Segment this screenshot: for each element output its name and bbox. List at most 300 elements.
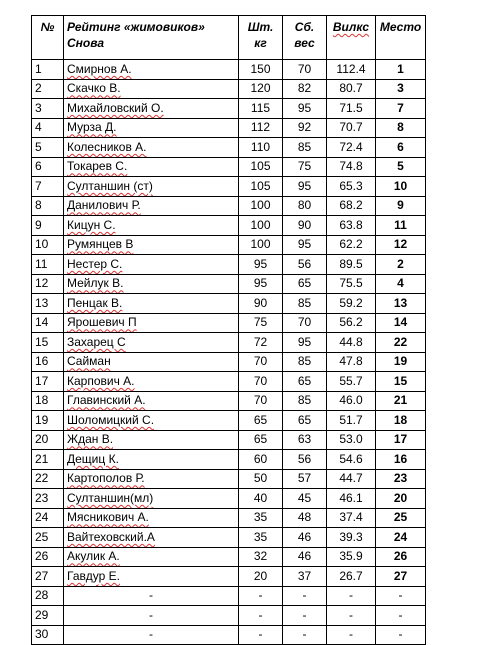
row-number-text: 4	[35, 120, 42, 135]
athlete-name-text: -	[149, 607, 153, 622]
place-text: 4	[397, 276, 404, 291]
bodyweight-text: 57	[297, 471, 312, 486]
bodyweight-text: -	[302, 607, 307, 622]
place-cell	[376, 489, 426, 509]
place-cell	[376, 118, 426, 138]
lift-weight-cell	[239, 118, 283, 138]
place-text: 25	[393, 510, 408, 525]
lift-weight-text: 70	[253, 373, 268, 388]
bodyweight-text: 48	[297, 510, 312, 525]
wilks-cell	[327, 547, 376, 567]
lift-weight-cell	[239, 586, 283, 606]
wilks-cell	[327, 294, 376, 314]
wilks-cell	[327, 528, 376, 548]
row-number-text: 19	[35, 412, 49, 427]
table-row	[32, 255, 426, 275]
header-weight	[239, 16, 283, 60]
athlete-name-cell	[64, 391, 239, 411]
place-text: 21	[393, 393, 408, 408]
lift-weight-cell	[239, 60, 283, 80]
bodyweight-cell	[283, 313, 327, 333]
place-cell	[376, 391, 426, 411]
wilks-text: 44.8	[339, 334, 363, 349]
bodyweight-cell	[283, 235, 327, 255]
table-row	[32, 489, 426, 509]
lift-weight-cell	[239, 528, 283, 548]
bodyweight-cell	[283, 255, 327, 275]
table-row	[32, 411, 426, 431]
bodyweight-text: 75	[297, 159, 312, 174]
header-number-label: №	[40, 20, 55, 34]
athlete-name-cell	[64, 547, 239, 567]
row-number-text: 15	[35, 334, 49, 349]
wilks-cell	[327, 313, 376, 333]
wilks-cell	[327, 333, 376, 353]
lift-weight-cell	[239, 157, 283, 177]
place-cell	[376, 606, 426, 626]
bodyweight-cell	[283, 489, 327, 509]
athlete-name-cell	[64, 118, 239, 138]
athlete-name-cell	[64, 196, 239, 216]
bodyweight-cell	[283, 411, 327, 431]
place-cell	[376, 586, 426, 606]
row-number-text: 23	[35, 490, 49, 505]
header-weight-line1: Шт.	[247, 20, 274, 34]
lift-weight-cell	[239, 469, 283, 489]
place-text: 19	[393, 354, 408, 369]
lift-weight-cell	[239, 177, 283, 197]
wilks-cell	[327, 606, 376, 626]
bodyweight-text: 70	[297, 61, 312, 76]
row-number-text: 1	[35, 61, 42, 76]
lift-weight-text: 65	[253, 412, 268, 427]
wilks-text: 72.4	[339, 139, 363, 154]
lift-weight-text: 115	[250, 100, 271, 115]
lift-weight-text: -	[258, 607, 263, 622]
place-cell	[376, 547, 426, 567]
table-row	[32, 157, 426, 177]
wilks-text: 37.4	[339, 510, 363, 525]
wilks-cell	[327, 430, 376, 450]
lift-weight-text: 32	[253, 549, 268, 564]
wilks-text: 68.2	[339, 198, 363, 213]
athlete-name-text: Румянцев В	[67, 237, 134, 252]
lift-weight-text: 70	[253, 354, 268, 369]
lift-weight-cell	[239, 352, 283, 372]
header-wilks	[327, 16, 376, 60]
lift-weight-cell	[239, 430, 283, 450]
bodyweight-text: 70	[297, 315, 312, 330]
place-text: 27	[393, 568, 408, 583]
athlete-name-cell	[64, 60, 239, 80]
header-bodyweight	[283, 16, 327, 60]
athlete-name-text: Колесников А.	[67, 139, 147, 154]
header-title-line2: Снова	[67, 36, 105, 50]
bodyweight-cell	[283, 177, 327, 197]
bodyweight-text: 95	[297, 237, 312, 252]
table-row	[32, 216, 426, 236]
place-cell	[376, 411, 426, 431]
bodyweight-cell	[283, 372, 327, 392]
wilks-cell	[327, 177, 376, 197]
header-wilks-label: Вилкс	[332, 20, 370, 34]
row-number-cell	[32, 255, 64, 275]
row-number-cell	[32, 469, 64, 489]
lift-weight-cell	[239, 79, 283, 99]
wilks-cell	[327, 99, 376, 119]
bodyweight-text: 85	[297, 295, 312, 310]
place-cell	[376, 528, 426, 548]
bodyweight-text: 85	[297, 393, 312, 408]
place-text: 18	[393, 412, 408, 427]
row-number-cell	[32, 60, 64, 80]
wilks-text: 89.5	[339, 256, 363, 271]
athlete-name-text: Гавдур Е.	[67, 568, 120, 583]
wilks-cell	[327, 216, 376, 236]
lift-weight-cell	[239, 255, 283, 275]
row-number-text: 3	[35, 100, 42, 115]
lift-weight-cell	[239, 99, 283, 119]
place-cell	[376, 313, 426, 333]
wilks-text: -	[349, 607, 353, 622]
place-cell	[376, 138, 426, 158]
bodyweight-text: 65	[297, 412, 312, 427]
bodyweight-text: 65	[297, 373, 312, 388]
wilks-text: 63.8	[339, 217, 363, 232]
athlete-name-cell	[64, 352, 239, 372]
table-row	[32, 547, 426, 567]
row-number-cell	[32, 333, 64, 353]
bodyweight-cell	[283, 547, 327, 567]
bodyweight-text: -	[302, 627, 307, 642]
wilks-cell	[327, 274, 376, 294]
athlete-name-cell	[64, 606, 239, 626]
bodyweight-text: 90	[297, 217, 312, 232]
bodyweight-cell	[283, 216, 327, 236]
place-cell	[376, 352, 426, 372]
lift-weight-text: 20	[253, 568, 268, 583]
athlete-name-cell	[64, 372, 239, 392]
lift-weight-cell	[239, 625, 283, 645]
lift-weight-cell	[239, 508, 283, 528]
table-row	[32, 118, 426, 138]
header-row	[32, 16, 426, 60]
row-number-cell	[32, 586, 64, 606]
lift-weight-text: 100	[250, 198, 271, 213]
athlete-name-cell	[64, 625, 239, 645]
bodyweight-text: 56	[297, 256, 312, 271]
row-number-cell	[32, 294, 64, 314]
bodyweight-text: 56	[297, 451, 312, 466]
athlete-name-cell	[64, 216, 239, 236]
lift-weight-cell	[239, 372, 283, 392]
wilks-cell	[327, 450, 376, 470]
place-text: -	[398, 607, 403, 622]
table-row	[32, 235, 426, 255]
table-row	[32, 60, 426, 80]
wilks-cell	[327, 489, 376, 509]
wilks-cell	[327, 60, 376, 80]
bodyweight-text: 65	[297, 276, 312, 291]
bodyweight-cell	[283, 352, 327, 372]
athlete-name-text: Сайман	[67, 354, 111, 369]
bodyweight-cell	[283, 274, 327, 294]
athlete-name-cell	[64, 450, 239, 470]
lift-weight-text: 95	[253, 256, 268, 271]
athlete-name-cell	[64, 508, 239, 528]
place-cell	[376, 450, 426, 470]
table-body	[32, 60, 426, 645]
wilks-cell	[327, 372, 376, 392]
table-row	[32, 469, 426, 489]
lift-weight-text: 110	[250, 139, 271, 154]
wilks-cell	[327, 255, 376, 275]
row-number-cell	[32, 99, 64, 119]
lift-weight-cell	[239, 333, 283, 353]
lift-weight-text: 35	[253, 529, 268, 544]
wilks-text: 59.2	[339, 295, 363, 310]
row-number-text: 25	[35, 529, 49, 544]
athlete-name-text: Нестер С.	[67, 256, 123, 271]
wilks-cell	[327, 79, 376, 99]
lift-weight-cell	[239, 196, 283, 216]
table-row	[32, 294, 426, 314]
row-number-text: 12	[35, 276, 49, 291]
wilks-cell	[327, 352, 376, 372]
place-cell	[376, 274, 426, 294]
bodyweight-cell	[283, 118, 327, 138]
lift-weight-cell	[239, 391, 283, 411]
athlete-name-cell	[64, 157, 239, 177]
row-number-text: 7	[35, 178, 42, 193]
row-number-cell	[32, 508, 64, 528]
row-number-cell	[32, 274, 64, 294]
row-number-text: 24	[35, 510, 49, 525]
bodyweight-text: 46	[297, 549, 312, 564]
wilks-cell	[327, 138, 376, 158]
bodyweight-text: 37	[297, 568, 312, 583]
lift-weight-cell	[239, 489, 283, 509]
bodyweight-cell	[283, 294, 327, 314]
row-number-cell	[32, 489, 64, 509]
athlete-name-cell	[64, 469, 239, 489]
athlete-name-text: Скачко В.	[67, 81, 121, 96]
lift-weight-cell	[239, 138, 283, 158]
lift-weight-cell	[239, 235, 283, 255]
table-row	[32, 274, 426, 294]
place-text: 24	[393, 529, 408, 544]
bodyweight-text: 95	[297, 100, 312, 115]
header-number	[32, 16, 64, 60]
bodyweight-cell	[283, 430, 327, 450]
place-text: 16	[393, 451, 408, 466]
bodyweight-text: 82	[297, 81, 312, 96]
athlete-name-text: Кицун С.	[67, 217, 116, 232]
athlete-name-cell	[64, 430, 239, 450]
table-row	[32, 450, 426, 470]
athlete-name-text: Акулик А.	[67, 549, 120, 564]
header-place-label: Место	[379, 20, 422, 34]
table-row	[32, 352, 426, 372]
wilks-text: 70.7	[339, 120, 363, 135]
place-text: 23	[393, 471, 408, 486]
wilks-text: 35.9	[339, 549, 363, 564]
athlete-name-text: Ярошевич П	[67, 315, 137, 330]
lift-weight-text: 40	[253, 490, 268, 505]
row-number-cell	[32, 528, 64, 548]
lift-weight-text: 72	[253, 334, 268, 349]
athlete-name-text: Данилович Р.	[67, 198, 141, 213]
table-row	[32, 586, 426, 606]
place-cell	[376, 469, 426, 489]
row-number-text: 27	[35, 568, 49, 583]
row-number-text: 5	[35, 139, 42, 154]
table-row	[32, 313, 426, 333]
header-bodyweight-line1: Сб.	[294, 20, 315, 34]
athlete-name-text: -	[149, 588, 153, 603]
place-text: 15	[393, 373, 408, 388]
bodyweight-cell	[283, 450, 327, 470]
bodyweight-cell	[283, 79, 327, 99]
athlete-name-text: Главинский А.	[67, 393, 146, 408]
row-number-text: 13	[35, 295, 49, 310]
table-row	[32, 138, 426, 158]
table-row	[32, 79, 426, 99]
lift-weight-text: 105	[250, 159, 271, 174]
row-number-cell	[32, 79, 64, 99]
wilks-text: 80.7	[339, 81, 363, 96]
row-number-text: 2	[35, 81, 42, 96]
athlete-name-text: Ждан В.	[67, 432, 114, 447]
lift-weight-text: 90	[253, 295, 268, 310]
place-cell	[376, 372, 426, 392]
row-number-cell	[32, 235, 64, 255]
table-row	[32, 99, 426, 119]
wilks-cell	[327, 508, 376, 528]
wilks-text: 75.5	[339, 276, 363, 291]
row-number-text: 17	[35, 373, 49, 388]
place-cell	[376, 79, 426, 99]
lift-weight-cell	[239, 411, 283, 431]
wilks-cell	[327, 567, 376, 587]
place-text: 5	[397, 159, 404, 174]
place-text: 12	[393, 237, 408, 252]
bodyweight-text: 63	[297, 432, 312, 447]
place-cell	[376, 508, 426, 528]
athlete-name-text: Мясникович А.	[67, 510, 149, 525]
lift-weight-cell	[239, 294, 283, 314]
wilks-cell	[327, 625, 376, 645]
table-row	[32, 430, 426, 450]
row-number-cell	[32, 625, 64, 645]
lift-weight-cell	[239, 547, 283, 567]
lift-weight-text: 150	[250, 61, 271, 76]
place-text: 1	[397, 61, 404, 76]
wilks-cell	[327, 586, 376, 606]
wilks-text: 71.5	[339, 100, 363, 115]
row-number-text: 29	[35, 607, 49, 622]
lift-weight-text: 120	[250, 81, 271, 96]
athlete-name-cell	[64, 235, 239, 255]
place-text: 26	[393, 549, 408, 564]
row-number-text: 14	[35, 315, 49, 330]
athlete-name-text: Шоломицкий С.	[67, 412, 155, 427]
row-number-cell	[32, 411, 64, 431]
place-cell	[376, 157, 426, 177]
wilks-text: -	[349, 588, 353, 603]
place-cell	[376, 333, 426, 353]
row-number-cell	[32, 450, 64, 470]
table-row	[32, 372, 426, 392]
lift-weight-cell	[239, 313, 283, 333]
athlete-name-cell	[64, 567, 239, 587]
table-row	[32, 567, 426, 587]
lift-weight-text: 75	[253, 315, 268, 330]
place-cell	[376, 294, 426, 314]
place-text: 14	[393, 315, 408, 330]
place-text: 20	[393, 490, 408, 505]
bodyweight-cell	[283, 391, 327, 411]
row-number-text: 8	[35, 198, 42, 213]
lift-weight-cell	[239, 606, 283, 626]
athlete-name-text: Картополов Р.	[67, 471, 145, 486]
bodyweight-cell	[283, 625, 327, 645]
header-place	[376, 16, 426, 60]
bodyweight-cell	[283, 138, 327, 158]
lift-weight-text: 100	[250, 237, 271, 252]
place-cell	[376, 430, 426, 450]
wilks-cell	[327, 469, 376, 489]
bodyweight-text: 80	[297, 198, 312, 213]
row-number-cell	[32, 547, 64, 567]
row-number-text: 16	[35, 354, 49, 369]
place-text: 22	[393, 334, 408, 349]
wilks-text: 62.2	[339, 237, 363, 252]
lift-weight-cell	[239, 216, 283, 236]
row-number-cell	[32, 216, 64, 236]
place-text: 2	[397, 256, 404, 271]
athlete-name-cell	[64, 313, 239, 333]
bodyweight-text: 95	[297, 178, 312, 193]
rating-table	[31, 15, 426, 645]
place-text: 11	[394, 217, 407, 232]
place-cell	[376, 625, 426, 645]
place-text: -	[398, 588, 403, 603]
row-number-text: 22	[35, 471, 49, 486]
bodyweight-cell	[283, 196, 327, 216]
place-text: 10	[393, 178, 408, 193]
athlete-name-text: Дещиц К.	[67, 451, 119, 466]
place-cell	[376, 235, 426, 255]
table-row	[32, 391, 426, 411]
table-row	[32, 508, 426, 528]
athlete-name-cell	[64, 586, 239, 606]
row-number-cell	[32, 118, 64, 138]
row-number-text: 30	[35, 627, 49, 642]
bodyweight-cell	[283, 157, 327, 177]
athlete-name-text: Карпович А.	[67, 373, 135, 388]
row-number-cell	[32, 430, 64, 450]
bodyweight-text: 92	[297, 120, 312, 135]
bodyweight-cell	[283, 586, 327, 606]
place-cell	[376, 255, 426, 275]
lift-weight-text: 50	[253, 471, 268, 486]
header-weight-line2: кг	[254, 36, 267, 50]
header-title	[64, 16, 239, 60]
wilks-text: 47.8	[339, 354, 363, 369]
bodyweight-cell	[283, 606, 327, 626]
athlete-name-text: -	[149, 627, 153, 642]
